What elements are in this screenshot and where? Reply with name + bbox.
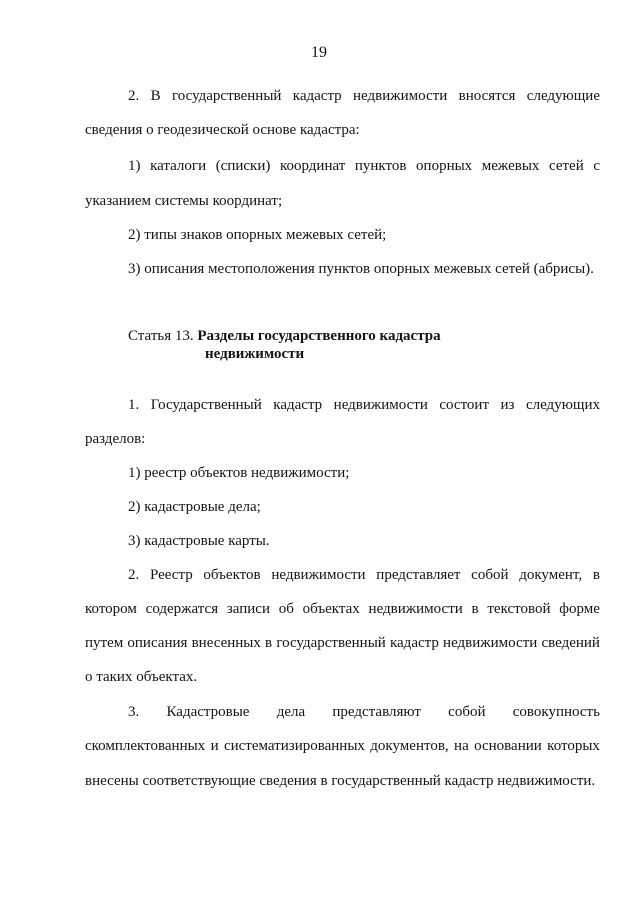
section13-item1: 1) реестр объектов недвижимости; bbox=[128, 465, 350, 481]
word: Государственный bbox=[150, 397, 262, 413]
word: каталоги bbox=[150, 158, 207, 174]
section12-p2-line1 bbox=[128, 88, 600, 105]
word: внесенных bbox=[191, 635, 261, 651]
word: состоит bbox=[439, 397, 490, 413]
word: недвижимости bbox=[333, 397, 428, 413]
word: 3. bbox=[128, 704, 140, 720]
section13-p2-line2 bbox=[85, 601, 600, 618]
word: собой bbox=[448, 704, 486, 720]
word: на bbox=[454, 738, 469, 754]
word: систематизированных bbox=[223, 738, 365, 754]
word: в bbox=[592, 567, 600, 583]
section13-p2-line1 bbox=[128, 567, 600, 584]
word: вносятся bbox=[458, 88, 516, 104]
word: (списки) bbox=[215, 158, 271, 174]
word: 2. bbox=[128, 567, 140, 583]
word: из bbox=[500, 397, 515, 413]
section13-p3-line1 bbox=[128, 704, 600, 721]
article-title-line1: Разделы государственного кадастра bbox=[197, 328, 441, 344]
article-title-line2: недвижимости bbox=[205, 346, 305, 362]
word: государственный bbox=[276, 635, 386, 651]
word: кадастр bbox=[273, 397, 323, 413]
word: государственный bbox=[171, 88, 282, 104]
word: дела bbox=[276, 704, 306, 720]
section13-item2: 2) кадастровые дела; bbox=[128, 499, 261, 515]
word: путем bbox=[85, 635, 124, 651]
word: объектах bbox=[302, 601, 360, 617]
section13-p1-line1 bbox=[128, 397, 600, 414]
word: координат bbox=[279, 158, 346, 174]
word: 1) bbox=[128, 158, 141, 174]
word: Кадастровые bbox=[166, 704, 250, 720]
word: записи bbox=[226, 601, 270, 617]
word: недвижимости bbox=[368, 601, 463, 617]
page-number: 19 bbox=[311, 44, 327, 61]
word: недвижимости bbox=[353, 88, 448, 104]
word: представляют bbox=[332, 704, 421, 720]
word: с bbox=[593, 158, 600, 174]
word: собой bbox=[471, 567, 509, 583]
word: и bbox=[210, 738, 219, 754]
section13-p3-line2 bbox=[85, 738, 600, 755]
word: которых bbox=[547, 738, 600, 754]
word: пунктов bbox=[354, 158, 407, 174]
word: 1. bbox=[128, 397, 140, 413]
word: следующие bbox=[526, 88, 600, 104]
word: кадастр bbox=[292, 88, 342, 104]
word: опорных bbox=[416, 158, 473, 174]
word: недвижимости bbox=[271, 567, 366, 583]
word: представляет bbox=[376, 567, 461, 583]
word: в bbox=[471, 601, 479, 617]
word: сведений bbox=[541, 635, 600, 651]
section13-p2-line4: о таких объектах. bbox=[85, 669, 198, 685]
section13-p2-line3 bbox=[85, 635, 600, 652]
section12-item3: 3) описания местоположения пунктов опорных межевых сетей (абрисы). bbox=[128, 261, 594, 277]
word: описания bbox=[127, 635, 188, 651]
word: сетей bbox=[548, 158, 584, 174]
article-prefix: Статья 13. bbox=[128, 328, 198, 344]
section13-p3-line3: внесены соответствующие сведения в государственный кадастр недвижимости. bbox=[85, 773, 596, 789]
word: кадастр bbox=[389, 635, 439, 651]
section13-p1-line2: разделов: bbox=[85, 431, 146, 447]
article-heading bbox=[128, 328, 441, 345]
word: совокупность bbox=[512, 704, 600, 720]
word: документ, bbox=[519, 567, 583, 583]
section13-item3: 3) кадастровые карты. bbox=[128, 533, 270, 549]
section12-p2-line2: сведения о геодезической основе кадастра: bbox=[85, 122, 360, 138]
word: Реестр bbox=[149, 567, 193, 583]
word: текстовой bbox=[487, 601, 551, 617]
section12-item2: 2) типы знаков опорных межевых сетей; bbox=[128, 227, 387, 243]
word: об bbox=[278, 601, 294, 617]
word: в bbox=[265, 635, 273, 651]
section12-item1-line1 bbox=[128, 158, 600, 175]
word: межевых bbox=[481, 158, 540, 174]
word: недвижимости bbox=[443, 635, 538, 651]
section12-item1-line2: указанием системы координат; bbox=[85, 193, 283, 209]
word: следующих bbox=[525, 397, 600, 413]
word: скомплектованных bbox=[85, 738, 206, 754]
word: форме bbox=[559, 601, 600, 617]
word: основании bbox=[474, 738, 542, 754]
word: объектов bbox=[203, 567, 261, 583]
word: 2. bbox=[128, 88, 140, 104]
word: В bbox=[150, 88, 161, 104]
word: котором bbox=[85, 601, 137, 617]
word: содержатся bbox=[145, 601, 219, 617]
word: документов, bbox=[370, 738, 449, 754]
